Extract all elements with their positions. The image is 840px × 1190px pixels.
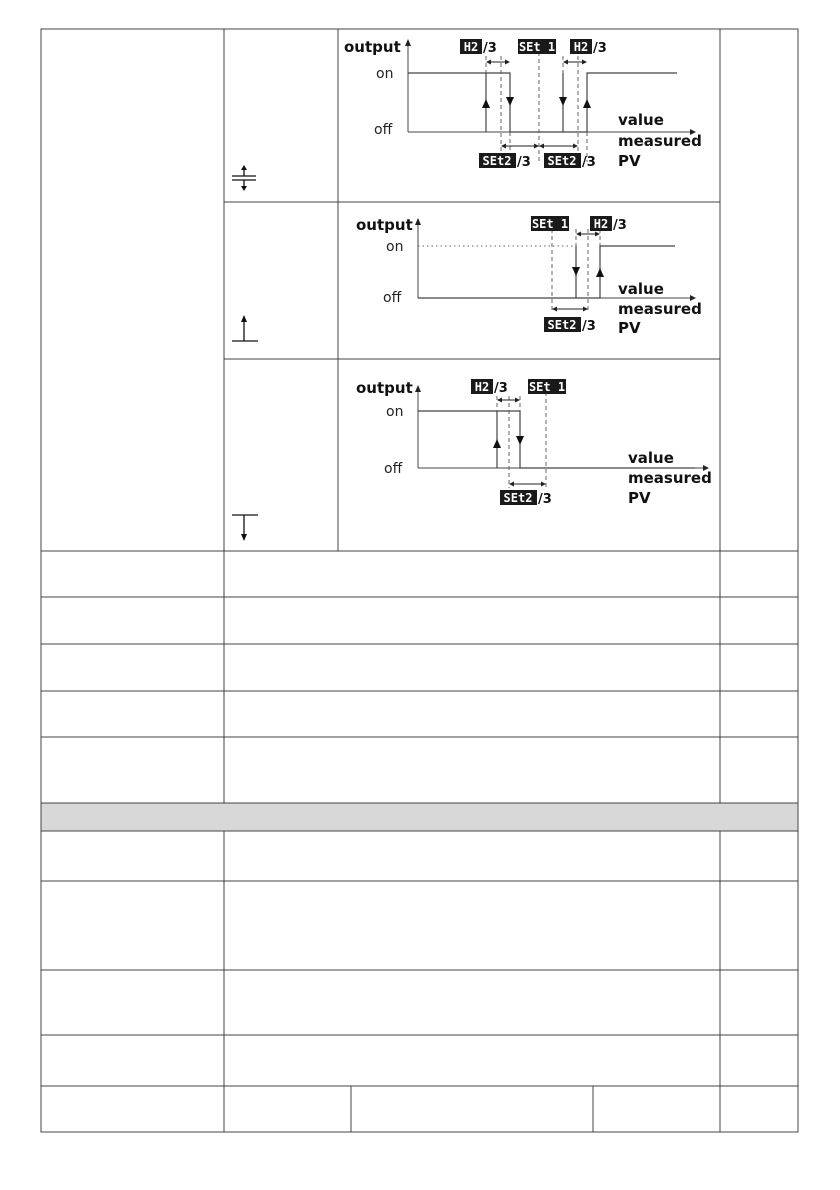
hysteresis-label-suffix: /3 — [613, 218, 627, 233]
on-label: on — [386, 239, 404, 255]
window-mode-diagram — [340, 32, 715, 200]
upper-mode-icon — [228, 310, 268, 346]
up-arrow-icon — [493, 439, 501, 448]
x-label-value: value — [618, 280, 664, 298]
y-axis-label: output — [344, 38, 401, 56]
on-label: on — [376, 66, 394, 82]
lower-mode-diagram — [340, 362, 715, 548]
x-label-value: value — [618, 111, 664, 129]
y-axis-label: output — [356, 379, 413, 397]
x-label-pv: PV — [618, 152, 641, 170]
setpoint-1-label: SEt 1 — [528, 380, 566, 394]
down-arrow-icon — [572, 267, 580, 276]
up-arrow-icon — [583, 99, 591, 108]
hysteresis-label-left: H2 — [463, 40, 479, 54]
setpoint-2-label-right-suffix: /3 — [582, 155, 596, 170]
lower-mode-icon — [228, 510, 268, 546]
x-label-pv: PV — [628, 489, 651, 507]
down-arrow-icon — [559, 97, 567, 106]
hysteresis-label: H2 — [593, 217, 609, 231]
up-arrow-icon — [482, 99, 490, 108]
up-arrow-icon — [596, 268, 604, 277]
hysteresis-label-left-suffix: /3 — [483, 41, 497, 56]
section-header-bar — [41, 803, 798, 831]
hysteresis-label-suffix: /3 — [494, 381, 508, 396]
setpoint-1-label: SEt 1 — [518, 40, 556, 54]
hysteresis-label-right-suffix: /3 — [593, 41, 607, 56]
setpoint-2-label-left: SEt2 — [482, 154, 512, 168]
x-label-measured: measured — [618, 132, 702, 150]
down-arrow-icon — [506, 97, 514, 106]
upper-mode-diagram — [340, 205, 715, 355]
setpoint-2-label-left-suffix: /3 — [517, 155, 531, 170]
setpoint-2-label-suffix: /3 — [582, 319, 596, 334]
setpoint-2-label: SEt2 — [503, 491, 533, 505]
setpoint-2-label-suffix: /3 — [538, 492, 552, 507]
off-label: off — [374, 122, 393, 138]
x-label-pv: PV — [618, 319, 641, 337]
on-label: on — [386, 404, 404, 420]
x-label-measured: measured — [628, 469, 712, 487]
x-label-value: value — [628, 449, 674, 467]
off-label: off — [384, 461, 403, 477]
y-axis-label: output — [356, 216, 413, 234]
window-mode-icon — [228, 160, 268, 195]
hysteresis-label-right: H2 — [573, 40, 589, 54]
setpoint-1-label: SEt 1 — [531, 217, 569, 231]
setpoint-2-label: SEt2 — [547, 318, 577, 332]
down-arrow-icon — [516, 436, 524, 445]
setpoint-2-label-right: SEt2 — [547, 154, 577, 168]
x-label-measured: measured — [618, 300, 702, 318]
off-label: off — [383, 290, 402, 306]
hysteresis-label: H2 — [474, 380, 490, 394]
